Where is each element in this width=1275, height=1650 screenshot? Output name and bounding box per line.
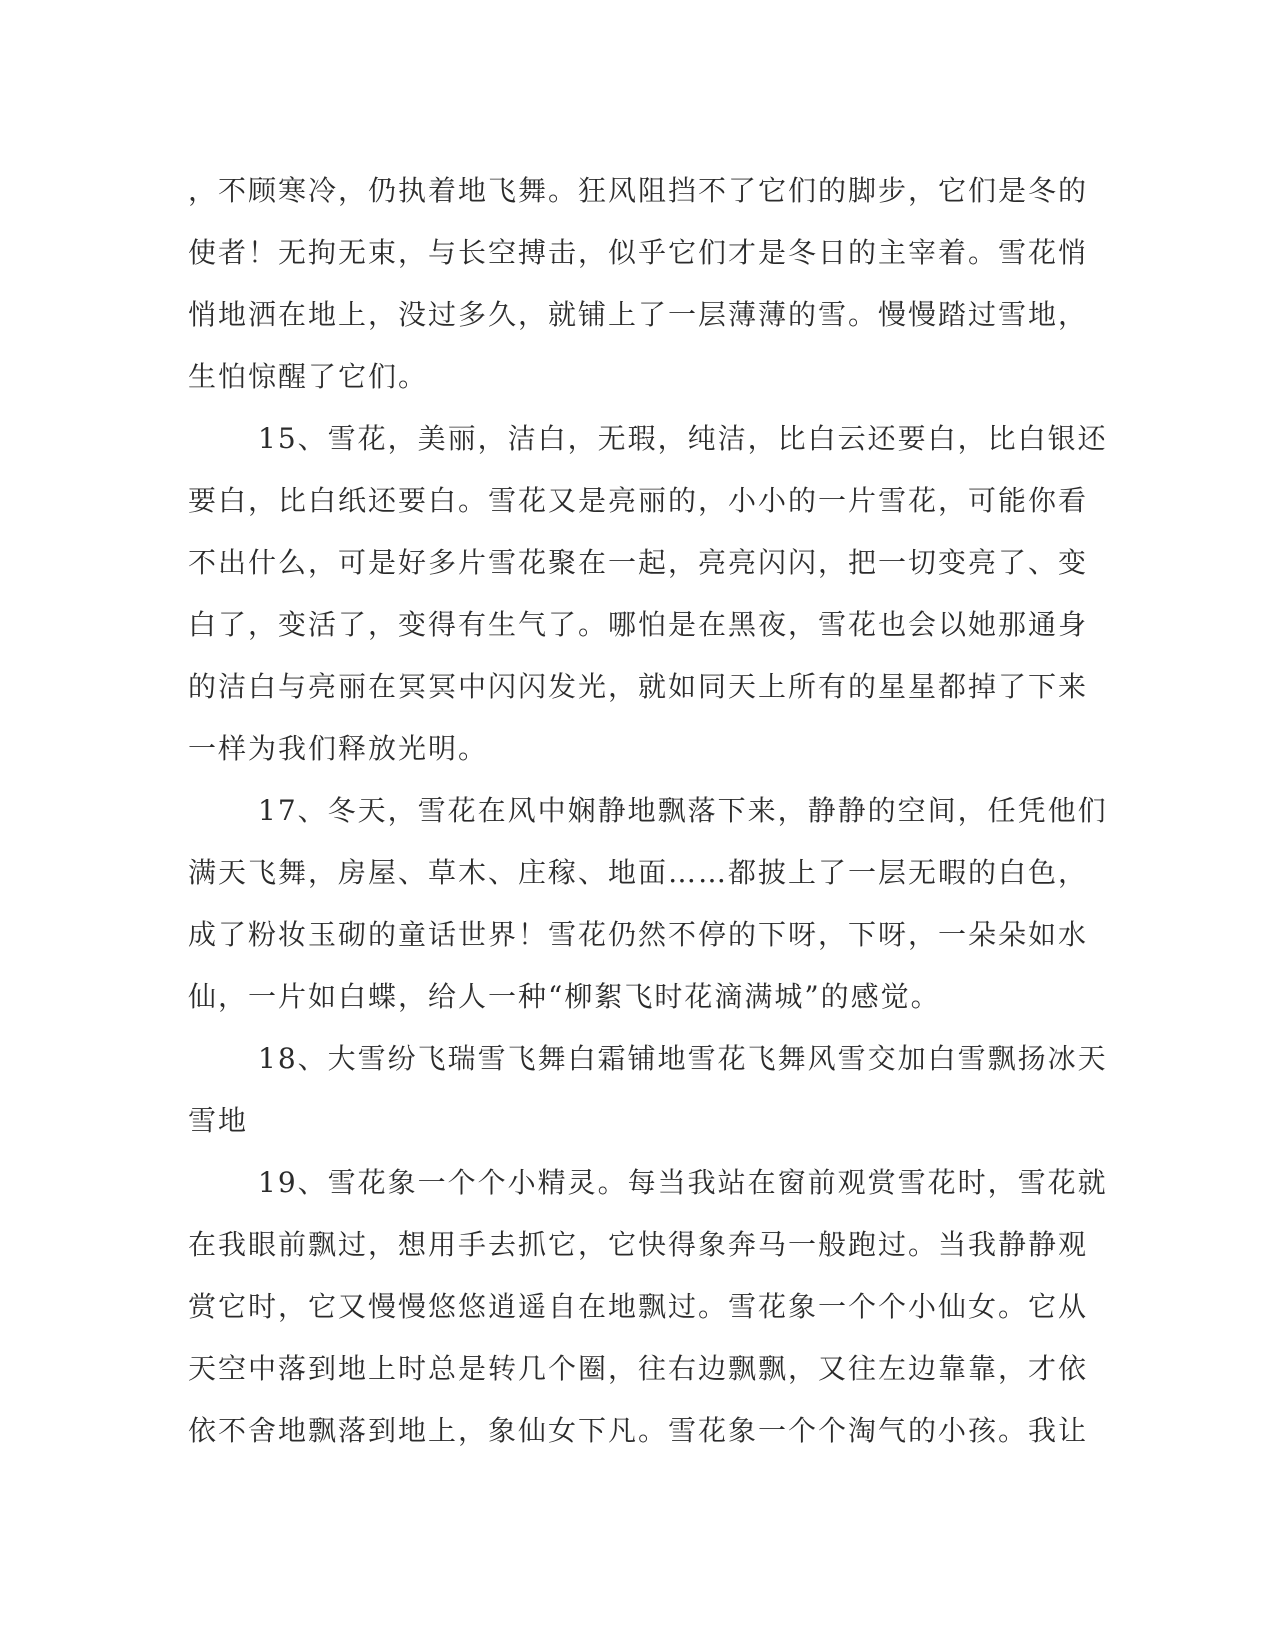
text-line: 生怕惊醒了它们。 <box>188 360 429 393</box>
text-line: 使者！无拘无束，与长空搏击，似乎它们才是冬日的主宰着。雪花悄 <box>188 236 1089 269</box>
text-line: 赏它时，它又慢慢悠悠逍遥自在地飘过。雪花象一个个小仙女。它从 <box>188 1290 1089 1323</box>
text-line: 悄地洒在地上，没过多久，就铺上了一层薄薄的雪。慢慢踏过雪地， <box>188 298 1089 331</box>
paragraph-17-first-line: 17、冬天，雪花在风中娴静地飘落下来，静静的空间，任凭他们 <box>258 794 1108 827</box>
text-line: 在我眼前飘过，想用手去抓它，它快得象奔马一般跑过。当我静静观 <box>188 1228 1089 1261</box>
text-line: 天空中落到地上时总是转几个圈，往右边飘飘，又往左边靠靠，才依 <box>188 1352 1089 1385</box>
paragraph-15-first-line: 15、雪花，美丽，洁白，无瑕，纯洁，比白云还要白，比白银还 <box>258 422 1108 455</box>
text-line: 成了粉妆玉砌的童话世界！雪花仍然不停的下呀，下呀，一朵朵如水 <box>188 918 1089 951</box>
text-line: 的洁白与亮丽在冥冥中闪闪发光，就如同天上所有的星星都掉了下来 <box>188 670 1089 703</box>
text-line: 仙，一片如白蝶，给人一种“柳絮飞时花滴满城”的感觉。 <box>188 980 941 1013</box>
text-line: 不出什么，可是好多片雪花聚在一起，亮亮闪闪，把一切变亮了、变 <box>188 546 1089 579</box>
text-line: ，不顾寒冷，仍执着地飞舞。狂风阻挡不了它们的脚步，它们是冬的 <box>188 174 1089 207</box>
paragraph-19-first-line: 19、雪花象一个个小精灵。每当我站在窗前观赏雪花时，雪花就 <box>258 1166 1108 1199</box>
body-text <box>188 160 1108 1462</box>
text-line: 要白，比白纸还要白。雪花又是亮丽的，小小的一片雪花，可能你看 <box>188 484 1089 517</box>
text-line: 依不舍地飘落到地上，象仙女下凡。雪花象一个个淘气的小孩。我让 <box>188 1414 1089 1447</box>
text-line: 雪地 <box>188 1104 249 1137</box>
text-line: 一样为我们释放光明。 <box>188 732 489 765</box>
paragraph-18-first-line: 18、大雪纷飞瑞雪飞舞白霜铺地雪花飞舞风雪交加白雪飘扬冰天 <box>258 1042 1108 1075</box>
text-line: 满天飞舞，房屋、草木、庄稼、地面……都披上了一层无暇的白色， <box>188 856 1089 889</box>
text-line: 白了，变活了，变得有生气了。哪怕是在黑夜，雪花也会以她那通身 <box>188 608 1089 641</box>
